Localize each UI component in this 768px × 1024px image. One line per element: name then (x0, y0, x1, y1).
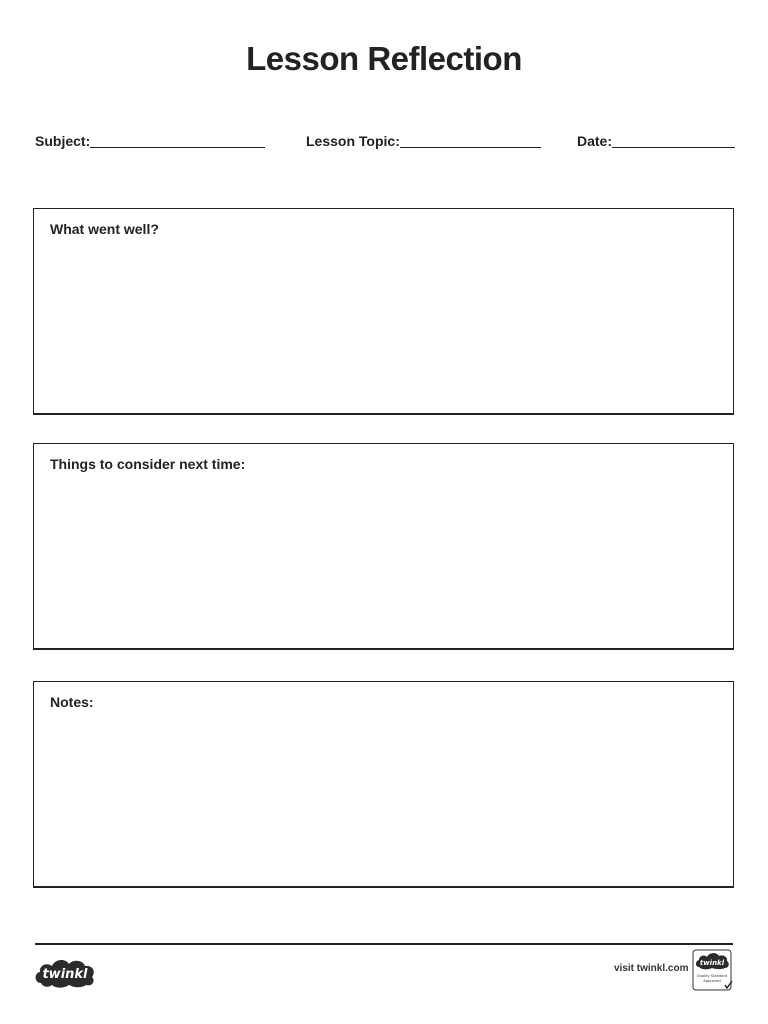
badge-line2: Approved (703, 979, 721, 983)
consider-next-time-label: Things to consider next time: (50, 456, 246, 472)
lesson-topic-field[interactable] (306, 131, 541, 149)
subject-label: Subject: (35, 133, 91, 149)
logo-text: twinkl (42, 967, 88, 982)
quality-badge (692, 949, 734, 991)
notes-box (33, 681, 734, 888)
consider-next-time-box (33, 443, 734, 650)
badge-brand: twinkl (699, 959, 725, 967)
date-field[interactable] (577, 131, 735, 149)
page-title: Lesson Reflection (246, 40, 522, 77)
what-went-well-box (33, 208, 734, 415)
date-line[interactable] (612, 134, 735, 148)
what-went-well-area[interactable] (34, 243, 733, 413)
visit-link[interactable]: visit twinkl.com (614, 963, 689, 974)
notes-label: Notes: (50, 694, 94, 710)
date-label: Date: (577, 133, 613, 149)
badge-line1: Quality Standard (696, 974, 728, 978)
lesson-topic-label: Lesson Topic: (306, 133, 400, 149)
footer-rule (35, 943, 733, 945)
notes-area[interactable] (34, 716, 733, 886)
what-went-well-label: What went well? (50, 221, 159, 237)
twinkl-logo (33, 953, 97, 989)
subject-field[interactable] (35, 131, 265, 149)
consider-next-time-area[interactable] (34, 478, 733, 648)
subject-line[interactable] (90, 134, 265, 148)
lesson-topic-line[interactable] (400, 134, 541, 148)
